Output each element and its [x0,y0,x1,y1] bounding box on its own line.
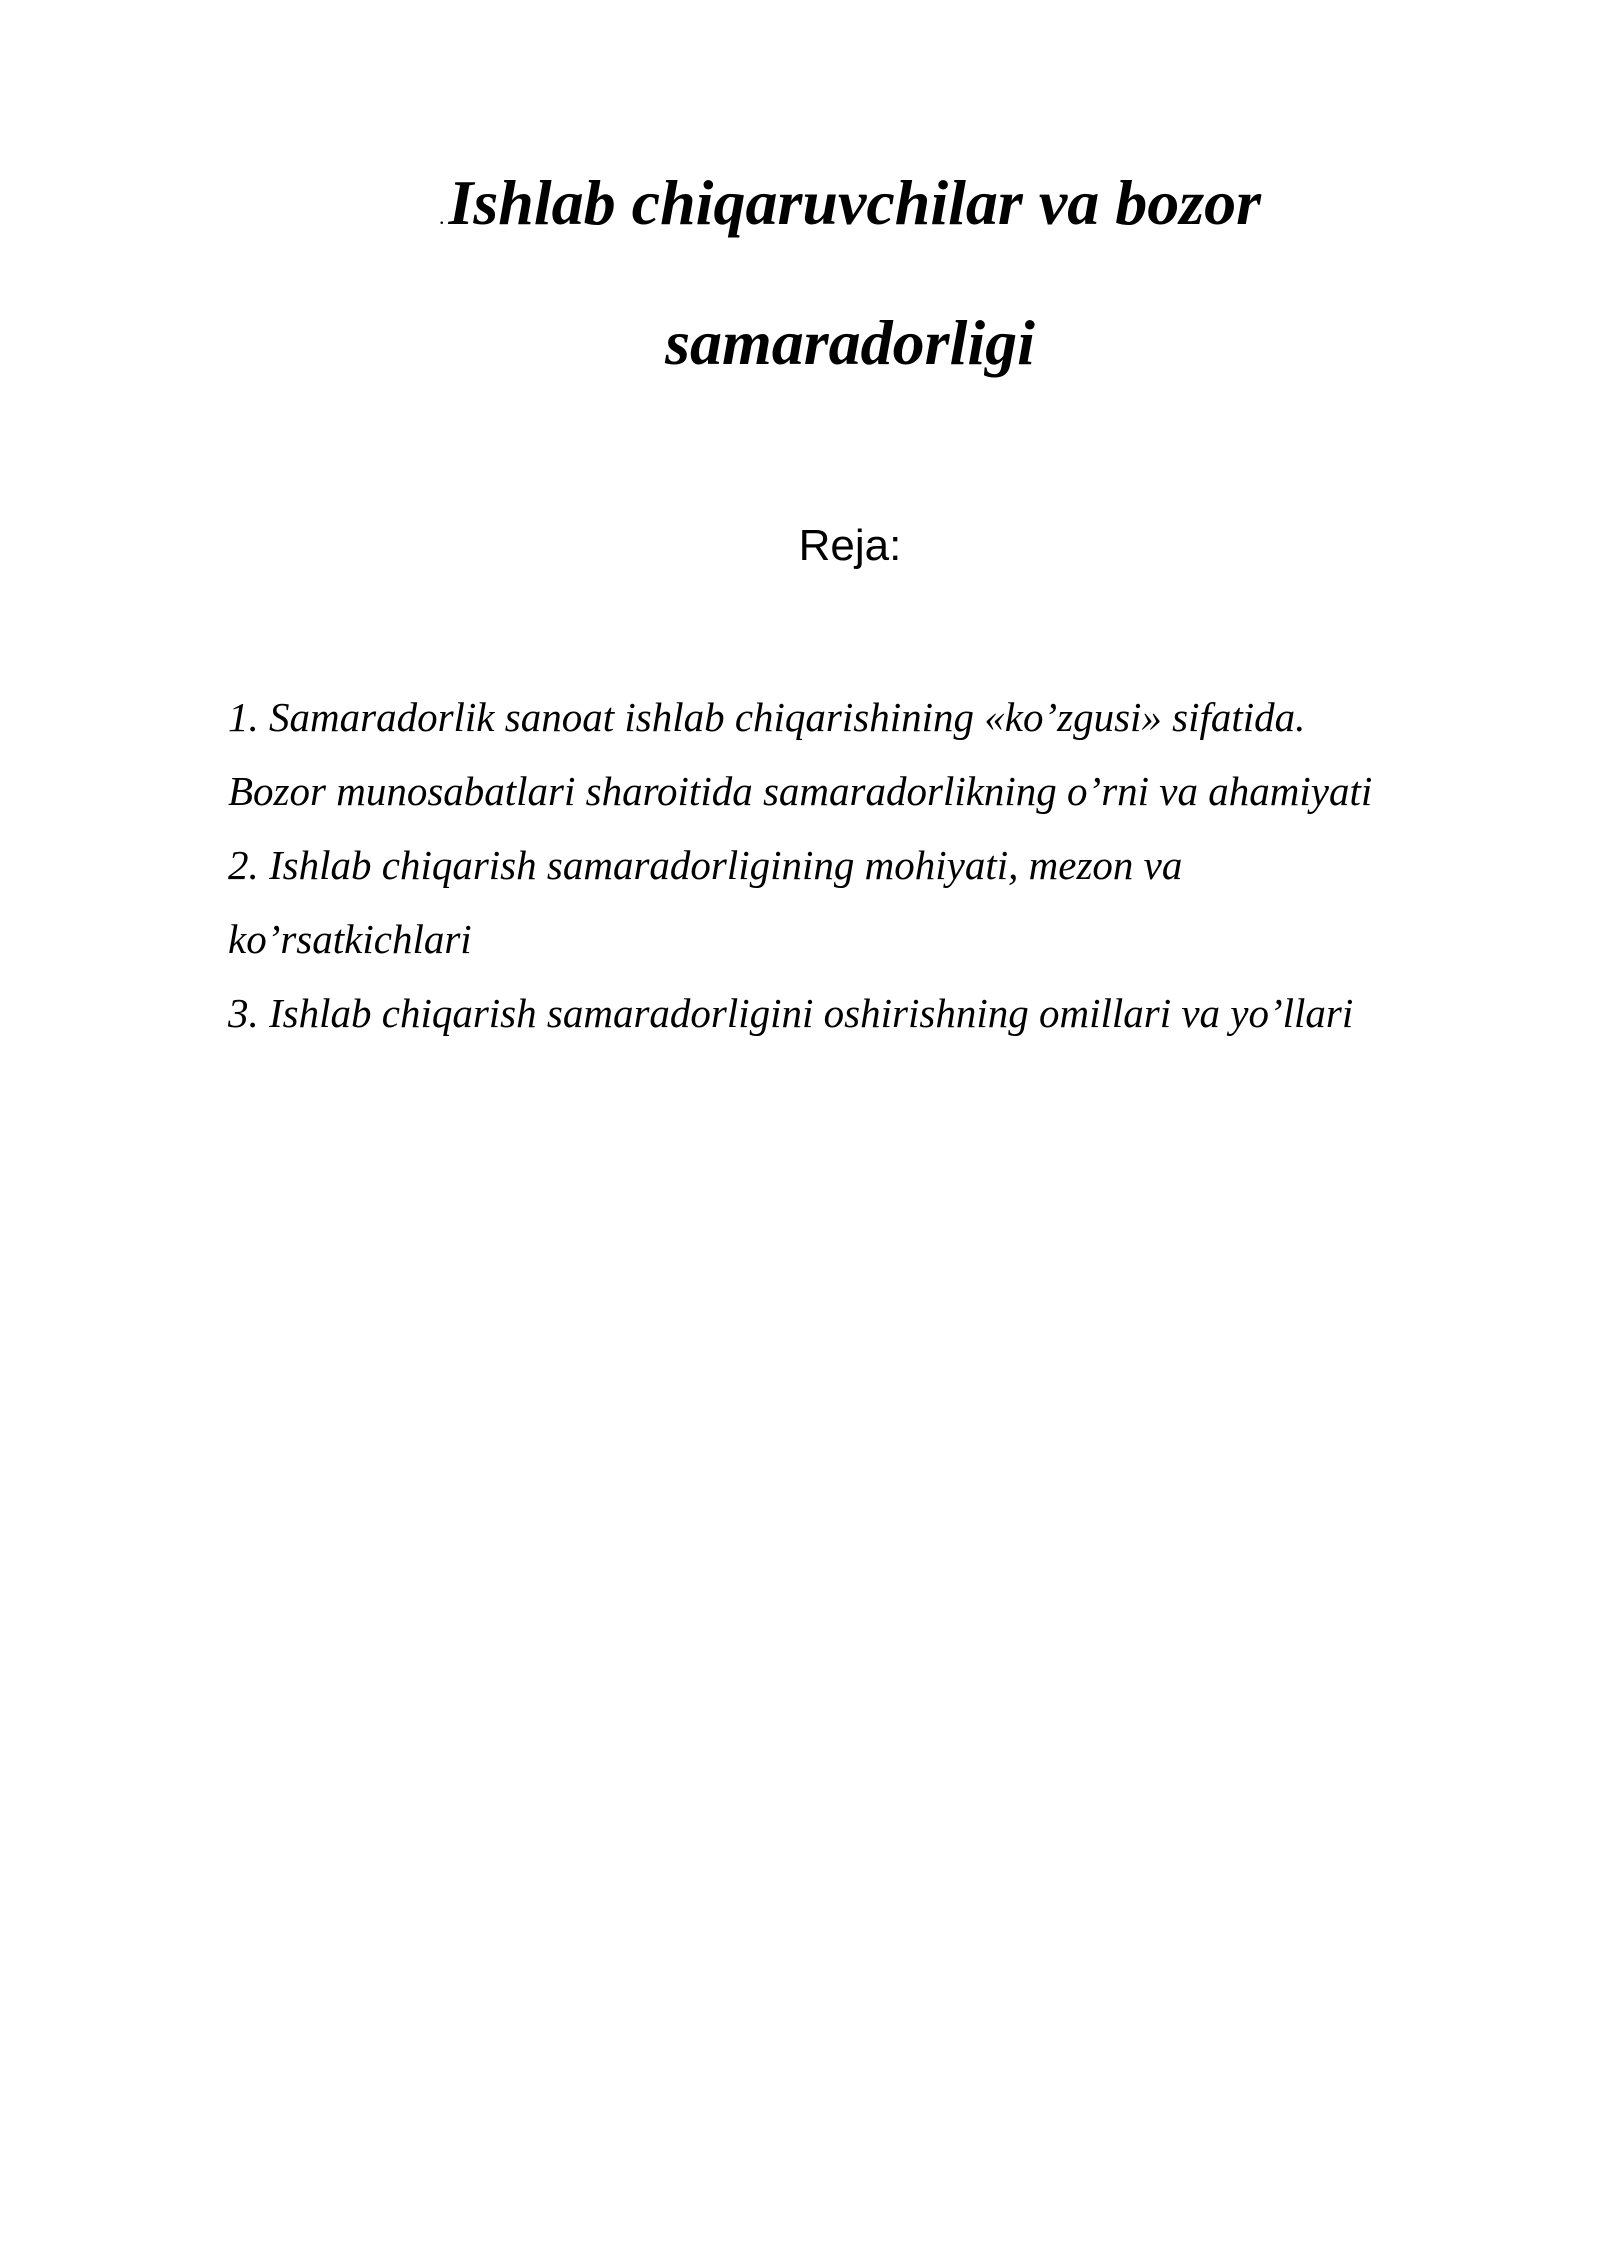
title-line-1 [400,140,1300,280]
plan-line: Bozor munosabatlari sharoitida samaradorlikning o’rni va ahamiyati [228,768,1373,814]
plan-line: 3. Ishlab chiqarish samaradorligini oshirishning omillari va yo’llari [228,990,1354,1036]
title-line-1-text: Ishlab chiqaruvchilar va bozor [448,167,1262,238]
plan-line: 1. Samaradorlik sanoat ishlab chiqarishining «ko’zgusi» sifatida. [228,694,1306,740]
title-line-2: samaradorligi [665,307,1035,378]
title-prefix-dot: . [438,204,445,229]
plan-line: 2. Ishlab chiqarish samaradorligining mohiyati, mezon va [228,842,1183,888]
document-title [400,140,1300,406]
plan-line: ko’rsatkichlari [228,916,472,962]
plan-list [228,680,1528,1050]
plan-heading: Reja: [798,521,902,570]
